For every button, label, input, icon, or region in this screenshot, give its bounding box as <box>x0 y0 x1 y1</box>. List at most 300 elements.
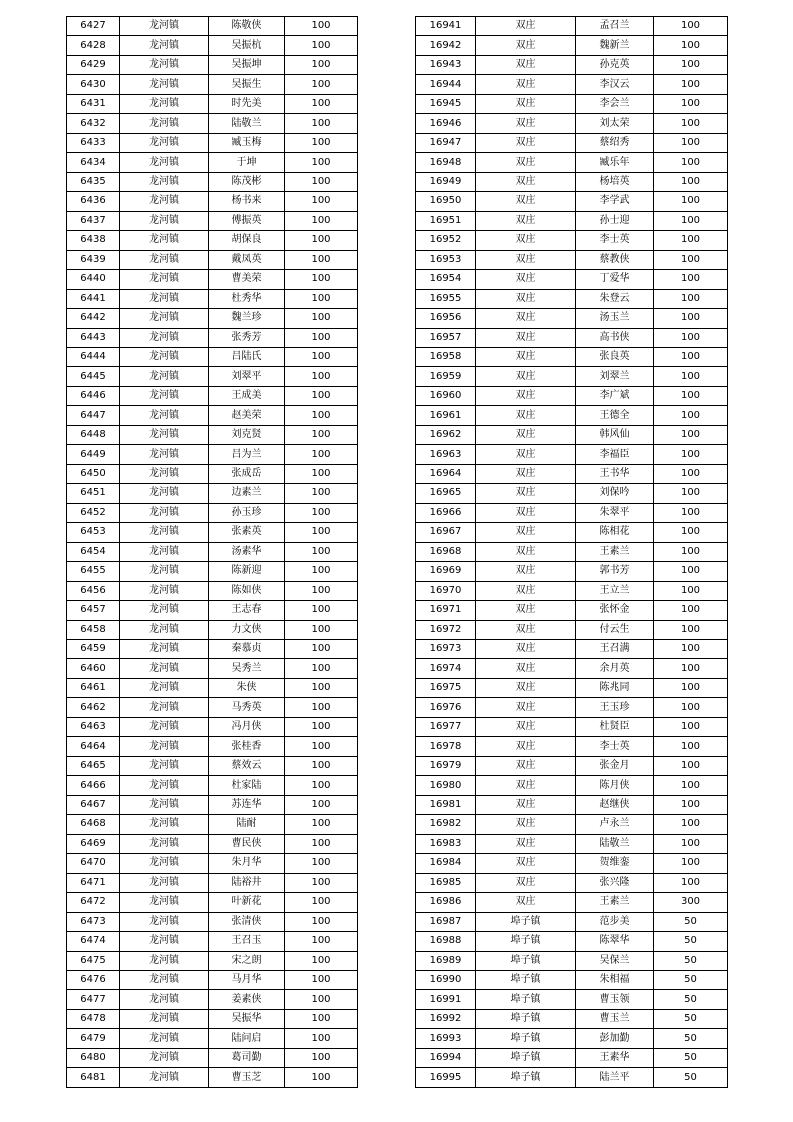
cell-name: 于坤 <box>209 153 285 172</box>
table-row <box>67 289 358 308</box>
cell-name: 边素兰 <box>209 484 285 503</box>
cell-name: 陆敬兰 <box>576 834 654 853</box>
cell-amount: 100 <box>654 406 728 425</box>
cell-id: 16946 <box>416 114 476 133</box>
cell-id: 6479 <box>67 1029 120 1048</box>
right-table <box>415 16 728 1088</box>
cell-town: 双庄 <box>476 640 576 659</box>
cell-amount: 100 <box>285 425 358 444</box>
cell-amount: 100 <box>654 172 728 191</box>
cell-town: 双庄 <box>476 94 576 113</box>
cell-town: 双庄 <box>476 17 576 36</box>
table-row <box>416 386 728 405</box>
cell-name: 王立兰 <box>576 581 654 600</box>
cell-amount: 50 <box>654 1009 728 1028</box>
cell-town: 双庄 <box>476 231 576 250</box>
cell-amount: 100 <box>285 815 358 834</box>
table-row <box>416 192 728 211</box>
cell-id: 6458 <box>67 620 120 639</box>
table-row <box>67 406 358 425</box>
cell-id: 6462 <box>67 698 120 717</box>
cell-amount: 100 <box>285 445 358 464</box>
cell-name: 苏连华 <box>209 795 285 814</box>
cell-id: 16963 <box>416 445 476 464</box>
cell-id: 6440 <box>67 270 120 289</box>
cell-amount: 100 <box>654 270 728 289</box>
cell-amount: 100 <box>285 581 358 600</box>
cell-amount: 50 <box>654 912 728 931</box>
table-row <box>416 893 728 912</box>
table-row <box>416 347 728 366</box>
table-row <box>416 795 728 814</box>
cell-amount: 100 <box>654 620 728 639</box>
cell-town: 龙河镇 <box>120 445 209 464</box>
table-row <box>416 873 728 892</box>
cell-id: 6437 <box>67 211 120 230</box>
cell-amount: 100 <box>285 309 358 328</box>
cell-name: 胡保良 <box>209 231 285 250</box>
cell-id: 6434 <box>67 153 120 172</box>
cell-town: 埠子镇 <box>476 951 576 970</box>
cell-town: 龙河镇 <box>120 250 209 269</box>
cell-amount: 100 <box>654 659 728 678</box>
table-row <box>67 503 358 522</box>
cell-id: 16967 <box>416 523 476 542</box>
cell-id: 16981 <box>416 795 476 814</box>
cell-town: 双庄 <box>476 250 576 269</box>
cell-name: 臧玉梅 <box>209 133 285 152</box>
cell-town: 双庄 <box>476 678 576 697</box>
cell-id: 16973 <box>416 640 476 659</box>
cell-town: 龙河镇 <box>120 231 209 250</box>
cell-amount: 100 <box>654 445 728 464</box>
cell-name: 傅振英 <box>209 211 285 230</box>
cell-amount: 100 <box>285 1048 358 1067</box>
cell-name: 陆兰平 <box>576 1068 654 1087</box>
table-row <box>67 386 358 405</box>
cell-name: 刘太荣 <box>576 114 654 133</box>
cell-town: 埠子镇 <box>476 970 576 989</box>
cell-name: 汤素华 <box>209 542 285 561</box>
table-row <box>67 445 358 464</box>
cell-amount: 100 <box>654 192 728 211</box>
cell-name: 王召满 <box>576 640 654 659</box>
cell-amount: 100 <box>654 17 728 36</box>
cell-amount: 100 <box>285 678 358 697</box>
cell-name: 李学武 <box>576 192 654 211</box>
cell-town: 埠子镇 <box>476 932 576 951</box>
cell-amount: 100 <box>285 114 358 133</box>
cell-town: 双庄 <box>476 75 576 94</box>
cell-amount: 100 <box>654 815 728 834</box>
table-row <box>67 717 358 736</box>
cell-name: 朱侠 <box>209 678 285 697</box>
cell-amount: 100 <box>654 309 728 328</box>
cell-name: 陈如侠 <box>209 581 285 600</box>
cell-id: 16943 <box>416 55 476 74</box>
cell-id: 16964 <box>416 464 476 483</box>
cell-town: 龙河镇 <box>120 854 209 873</box>
table-row <box>416 932 728 951</box>
cell-amount: 100 <box>654 133 728 152</box>
cell-amount: 100 <box>285 756 358 775</box>
table-row <box>67 347 358 366</box>
table-row <box>416 1009 728 1028</box>
table-row <box>67 562 358 581</box>
cell-name: 赵继侠 <box>576 795 654 814</box>
cell-name: 刘翠兰 <box>576 367 654 386</box>
cell-name: 赵美荣 <box>209 406 285 425</box>
cell-id: 16972 <box>416 620 476 639</box>
cell-amount: 100 <box>654 231 728 250</box>
cell-amount: 100 <box>654 211 728 230</box>
cell-name: 李汉云 <box>576 75 654 94</box>
table-row <box>416 562 728 581</box>
table-row <box>416 75 728 94</box>
cell-id: 6452 <box>67 503 120 522</box>
table-row <box>416 854 728 873</box>
cell-name: 孟召兰 <box>576 17 654 36</box>
cell-amount: 100 <box>285 270 358 289</box>
cell-name: 张金月 <box>576 756 654 775</box>
cell-id: 16994 <box>416 1048 476 1067</box>
cell-id: 16979 <box>416 756 476 775</box>
cell-name: 吴振生 <box>209 75 285 94</box>
table-row <box>416 678 728 697</box>
cell-id: 16983 <box>416 834 476 853</box>
cell-name: 王德全 <box>576 406 654 425</box>
cell-amount: 100 <box>654 367 728 386</box>
table-row <box>67 133 358 152</box>
cell-name: 陆耐 <box>209 815 285 834</box>
cell-id: 16953 <box>416 250 476 269</box>
cell-name: 张清侠 <box>209 912 285 931</box>
table-row <box>67 192 358 211</box>
cell-amount: 100 <box>285 250 358 269</box>
cell-id: 16952 <box>416 231 476 250</box>
cell-id: 6428 <box>67 36 120 55</box>
table-row <box>67 542 358 561</box>
cell-id: 16956 <box>416 309 476 328</box>
cell-id: 16975 <box>416 678 476 697</box>
cell-name: 王书华 <box>576 464 654 483</box>
cell-amount: 100 <box>285 893 358 912</box>
cell-id: 6433 <box>67 133 120 152</box>
table-row <box>416 445 728 464</box>
cell-town: 龙河镇 <box>120 678 209 697</box>
cell-amount: 100 <box>654 542 728 561</box>
table-row <box>416 503 728 522</box>
left-table <box>66 16 358 1088</box>
cell-town: 龙河镇 <box>120 192 209 211</box>
cell-name: 吴振华 <box>209 1009 285 1028</box>
cell-town: 埠子镇 <box>476 912 576 931</box>
cell-amount: 100 <box>654 464 728 483</box>
cell-town: 龙河镇 <box>120 153 209 172</box>
table-row <box>416 601 728 620</box>
cell-amount: 100 <box>285 1029 358 1048</box>
cell-town: 龙河镇 <box>120 270 209 289</box>
table-row <box>67 1029 358 1048</box>
cell-name: 朱登云 <box>576 289 654 308</box>
cell-amount: 100 <box>285 55 358 74</box>
cell-town: 双庄 <box>476 562 576 581</box>
table-row <box>416 114 728 133</box>
cell-id: 16945 <box>416 94 476 113</box>
cell-town: 双庄 <box>476 133 576 152</box>
table-row <box>416 620 728 639</box>
cell-amount: 100 <box>654 737 728 756</box>
cell-id: 16985 <box>416 873 476 892</box>
table-row <box>67 211 358 230</box>
table-row <box>67 367 358 386</box>
table-row <box>416 542 728 561</box>
cell-amount: 100 <box>654 523 728 542</box>
cell-id: 6463 <box>67 717 120 736</box>
cell-town: 双庄 <box>476 581 576 600</box>
cell-town: 埠子镇 <box>476 1048 576 1067</box>
table-row <box>416 309 728 328</box>
table-row <box>416 270 728 289</box>
cell-amount: 100 <box>654 795 728 814</box>
cell-id: 6478 <box>67 1009 120 1028</box>
cell-name: 马秀英 <box>209 698 285 717</box>
cell-id: 16984 <box>416 854 476 873</box>
cell-amount: 100 <box>654 503 728 522</box>
cell-town: 龙河镇 <box>120 698 209 717</box>
cell-name: 刘克贤 <box>209 425 285 444</box>
cell-name: 魏新兰 <box>576 36 654 55</box>
cell-amount: 100 <box>285 503 358 522</box>
table-row <box>416 231 728 250</box>
table-row <box>416 523 728 542</box>
cell-town: 龙河镇 <box>120 737 209 756</box>
cell-name: 魏兰珍 <box>209 309 285 328</box>
cell-town: 龙河镇 <box>120 912 209 931</box>
table-row <box>67 640 358 659</box>
cell-town: 龙河镇 <box>120 133 209 152</box>
cell-name: 刘保吟 <box>576 484 654 503</box>
table-row <box>67 153 358 172</box>
cell-town: 龙河镇 <box>120 289 209 308</box>
cell-id: 6481 <box>67 1068 120 1087</box>
cell-name: 郭书芳 <box>576 562 654 581</box>
cell-id: 6461 <box>67 678 120 697</box>
cell-town: 双庄 <box>476 873 576 892</box>
cell-amount: 100 <box>285 94 358 113</box>
cell-name: 李福臣 <box>576 445 654 464</box>
right-table-body <box>416 17 728 1088</box>
table-row <box>416 1068 728 1087</box>
cell-name: 葛司勤 <box>209 1048 285 1067</box>
cell-amount: 100 <box>285 153 358 172</box>
cell-id: 16988 <box>416 932 476 951</box>
cell-name: 曹玉领 <box>576 990 654 1009</box>
table-row <box>67 698 358 717</box>
cell-amount: 100 <box>285 776 358 795</box>
cell-name: 王玉珍 <box>576 698 654 717</box>
cell-town: 双庄 <box>476 834 576 853</box>
cell-id: 16970 <box>416 581 476 600</box>
cell-name: 贺维銮 <box>576 854 654 873</box>
cell-name: 李会兰 <box>576 94 654 113</box>
cell-name: 张秀芳 <box>209 328 285 347</box>
cell-amount: 100 <box>285 717 358 736</box>
table-row <box>67 114 358 133</box>
cell-name: 蔡效云 <box>209 756 285 775</box>
table-row <box>67 75 358 94</box>
cell-amount: 50 <box>654 1048 728 1067</box>
cell-name: 陈相花 <box>576 523 654 542</box>
cell-id: 6480 <box>67 1048 120 1067</box>
cell-amount: 50 <box>654 932 728 951</box>
cell-amount: 100 <box>285 347 358 366</box>
cell-id: 6430 <box>67 75 120 94</box>
cell-amount: 100 <box>285 698 358 717</box>
cell-town: 双庄 <box>476 795 576 814</box>
cell-amount: 100 <box>285 737 358 756</box>
cell-town: 龙河镇 <box>120 114 209 133</box>
table-row <box>67 932 358 951</box>
cell-town: 龙河镇 <box>120 970 209 989</box>
cell-name: 陆裕井 <box>209 873 285 892</box>
table-row <box>67 36 358 55</box>
cell-id: 6473 <box>67 912 120 931</box>
cell-id: 16978 <box>416 737 476 756</box>
cell-id: 6451 <box>67 484 120 503</box>
cell-id: 16987 <box>416 912 476 931</box>
cell-id: 16980 <box>416 776 476 795</box>
cell-amount: 100 <box>285 172 358 191</box>
cell-town: 龙河镇 <box>120 347 209 366</box>
cell-name: 陈茂彬 <box>209 172 285 191</box>
cell-name: 孙玉珍 <box>209 503 285 522</box>
cell-id: 6446 <box>67 386 120 405</box>
cell-id: 6442 <box>67 309 120 328</box>
cell-town: 龙河镇 <box>120 484 209 503</box>
cell-id: 16990 <box>416 970 476 989</box>
cell-name: 陆问启 <box>209 1029 285 1048</box>
table-row <box>67 854 358 873</box>
cell-id: 6457 <box>67 601 120 620</box>
cell-name: 朱月华 <box>209 854 285 873</box>
cell-amount: 100 <box>654 854 728 873</box>
cell-id: 16948 <box>416 153 476 172</box>
cell-town: 龙河镇 <box>120 620 209 639</box>
table-row <box>416 737 728 756</box>
cell-name: 王召玉 <box>209 932 285 951</box>
cell-town: 龙河镇 <box>120 211 209 230</box>
cell-town: 双庄 <box>476 484 576 503</box>
table-row <box>416 834 728 853</box>
table-row <box>416 211 728 230</box>
cell-amount: 100 <box>285 542 358 561</box>
cell-id: 16976 <box>416 698 476 717</box>
table-row <box>416 367 728 386</box>
cell-name: 陈敬侠 <box>209 17 285 36</box>
table-row <box>67 55 358 74</box>
cell-name: 蔡绍秀 <box>576 133 654 152</box>
cell-id: 16993 <box>416 1029 476 1048</box>
cell-amount: 300 <box>654 893 728 912</box>
cell-amount: 100 <box>285 873 358 892</box>
cell-name: 宋之朗 <box>209 951 285 970</box>
table-row <box>67 795 358 814</box>
cell-name: 李广斌 <box>576 386 654 405</box>
cell-id: 6477 <box>67 990 120 1009</box>
table-row <box>67 425 358 444</box>
cell-id: 6474 <box>67 932 120 951</box>
cell-id: 6468 <box>67 815 120 834</box>
cell-amount: 100 <box>285 620 358 639</box>
cell-town: 龙河镇 <box>120 717 209 736</box>
cell-town: 龙河镇 <box>120 932 209 951</box>
cell-id: 6441 <box>67 289 120 308</box>
cell-amount: 100 <box>285 912 358 931</box>
table-row <box>67 776 358 795</box>
cell-name: 陆敬兰 <box>209 114 285 133</box>
cell-amount: 100 <box>285 932 358 951</box>
cell-town: 龙河镇 <box>120 94 209 113</box>
cell-id: 6470 <box>67 854 120 873</box>
cell-id: 6431 <box>67 94 120 113</box>
cell-amount: 100 <box>285 17 358 36</box>
cell-id: 6427 <box>67 17 120 36</box>
cell-name: 杨培英 <box>576 172 654 191</box>
cell-amount: 100 <box>654 581 728 600</box>
cell-town: 双庄 <box>476 55 576 74</box>
table-row <box>67 601 358 620</box>
cell-id: 6444 <box>67 347 120 366</box>
cell-amount: 100 <box>654 873 728 892</box>
cell-name: 杜家陆 <box>209 776 285 795</box>
cell-town: 龙河镇 <box>120 425 209 444</box>
table-row <box>67 1009 358 1028</box>
cell-id: 6459 <box>67 640 120 659</box>
cell-town: 龙河镇 <box>120 55 209 74</box>
cell-name: 张成岳 <box>209 464 285 483</box>
cell-id: 16957 <box>416 328 476 347</box>
cell-amount: 100 <box>654 640 728 659</box>
cell-town: 双庄 <box>476 464 576 483</box>
cell-name: 高书侠 <box>576 328 654 347</box>
cell-id: 16961 <box>416 406 476 425</box>
table-row <box>67 620 358 639</box>
cell-name: 吕陆氏 <box>209 347 285 366</box>
cell-id: 6445 <box>67 367 120 386</box>
cell-amount: 100 <box>285 1009 358 1028</box>
cell-town: 双庄 <box>476 756 576 775</box>
table-row <box>416 425 728 444</box>
cell-name: 陈新迎 <box>209 562 285 581</box>
cell-id: 6453 <box>67 523 120 542</box>
cell-name: 曹美荣 <box>209 270 285 289</box>
cell-id: 6475 <box>67 951 120 970</box>
cell-amount: 100 <box>285 601 358 620</box>
cell-name: 张兴隆 <box>576 873 654 892</box>
cell-amount: 100 <box>654 834 728 853</box>
table-row <box>416 464 728 483</box>
table-row <box>416 328 728 347</box>
left-table-body <box>67 17 358 1088</box>
cell-name: 卢永兰 <box>576 815 654 834</box>
cell-amount: 100 <box>285 795 358 814</box>
table-row <box>416 172 728 191</box>
cell-id: 16971 <box>416 601 476 620</box>
table-row <box>67 659 358 678</box>
cell-town: 双庄 <box>476 114 576 133</box>
cell-town: 双庄 <box>476 386 576 405</box>
